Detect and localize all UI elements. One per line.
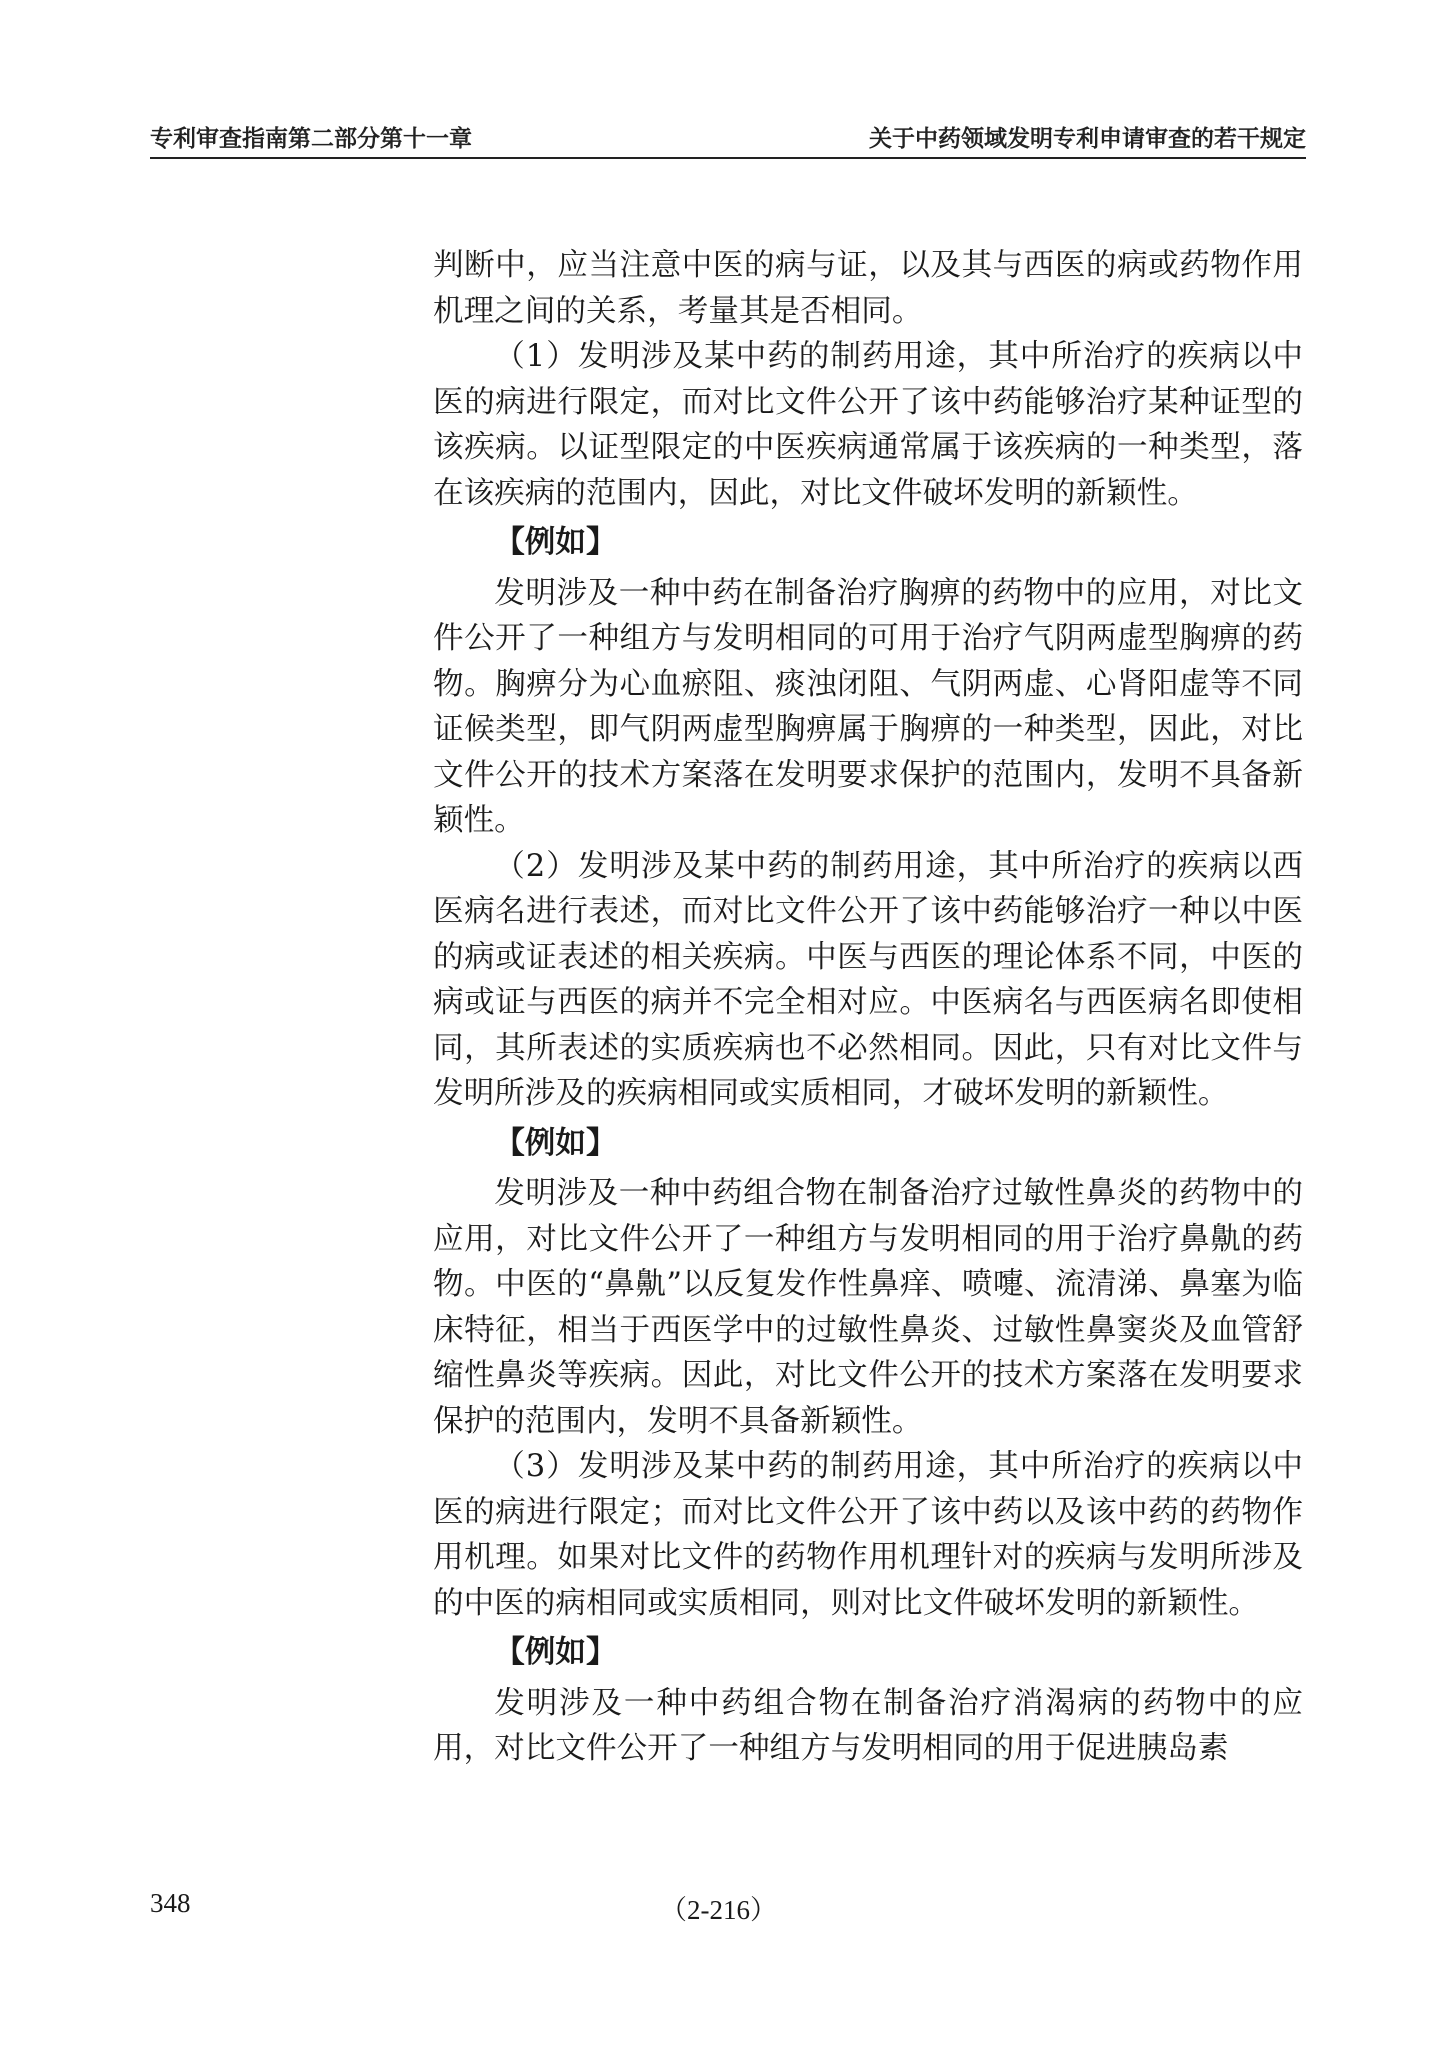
- example-label-3: 【例如】: [494, 1634, 617, 1670]
- example-text-1: 发明涉及一种中药在制备治疗胸痹的药物中的应用，对比文件公开了一种组方与发明相同的可用于治疗气阴两虚型胸痹的药物。胸痹分为心血瘀阻、痰浊闭阻、气阴两虚、心肾阳虚等不同证候类型，即气阴两虚型胸痹属于胸痹的一种类型，因此，对比文件公开的技术方案落在发明要求保护的范围内，发明不具备新颖性。: [433, 575, 1303, 838]
- example-text-2: 发明涉及一种中药组合物在制备治疗过敏性鼻炎的药物中的应用，对比文件公开了一种组方与发明相同的用于治疗鼻鼽的药物。中医的“鼻鼽”以反复发作性鼻痒、喷嚏、流清涕、鼻塞为临床特征，相当于西医学中的过敏性鼻炎、过敏性鼻窦炎及血管舒缩性鼻炎等疾病。因此，对比文件公开的技术方案落在发明要求保护的范围内，发明不具备新颖性。: [433, 1176, 1303, 1439]
- paragraph-case-1: （1）发明涉及某中药的制药用途，其中所治疗的疾病以中医的病进行限定，而对比文件公开了该中药能够治疗某种证型的该疾病。以证型限定的中医疾病通常属于该疾病的一种类型，落在该疾病的范围内，因此，对比文件破坏发明的新颖性。: [433, 339, 1303, 511]
- page-number: 348: [150, 1888, 191, 1918]
- paragraph-continuation: 判断中，应当注意中医的病与证，以及其与西医的病或药物作用机理之间的关系，考量其是否相同。: [433, 248, 1303, 329]
- paragraph-case-2: （2）发明涉及某中药的制药用途，其中所治疗的疾病以西医病名进行表述，而对比文件公开了该中药能够治疗一种以中医的病或证表述的相关疾病。中医与西医的理论体系不同，中医的病或证与西医的病并不完全相对应。中医病名与西医病名即使相同，其所表述的实质疾病也不必然相同。因此，只有对比文件与发明所涉及的疾病相同或实质相同，才破坏发明的新颖性。: [433, 848, 1303, 1111]
- page-body: [433, 243, 1303, 1772]
- running-header: [150, 114, 1306, 154]
- header-section-title: 关于中药领域发明专利申请审查的若干规定: [869, 126, 1306, 152]
- header-chapter-title: 专利审查指南第二部分第十一章: [150, 126, 472, 152]
- example-label-2: 【例如】: [494, 1124, 617, 1161]
- example-label-1: 【例如】: [494, 524, 617, 560]
- header-divider: [150, 157, 1306, 159]
- section-page-reference: （2-216）: [660, 1895, 777, 1925]
- example-text-3: 发明涉及一种中药组合物在制备治疗消渴病的药物中的应用，对比文件公开了一种组方与发明相同的用于促进胰岛素: [433, 1685, 1303, 1766]
- paragraph-case-3: （3）发明涉及某中药的制药用途，其中所治疗的疾病以中医的病进行限定；而对比文件公开了该中药以及该中药的药物作用机理。如果对比文件的药物作用机理针对的疾病与发明所涉及的中医的病相同或实质相同，则对比文件破坏发明的新颖性。: [433, 1449, 1303, 1621]
